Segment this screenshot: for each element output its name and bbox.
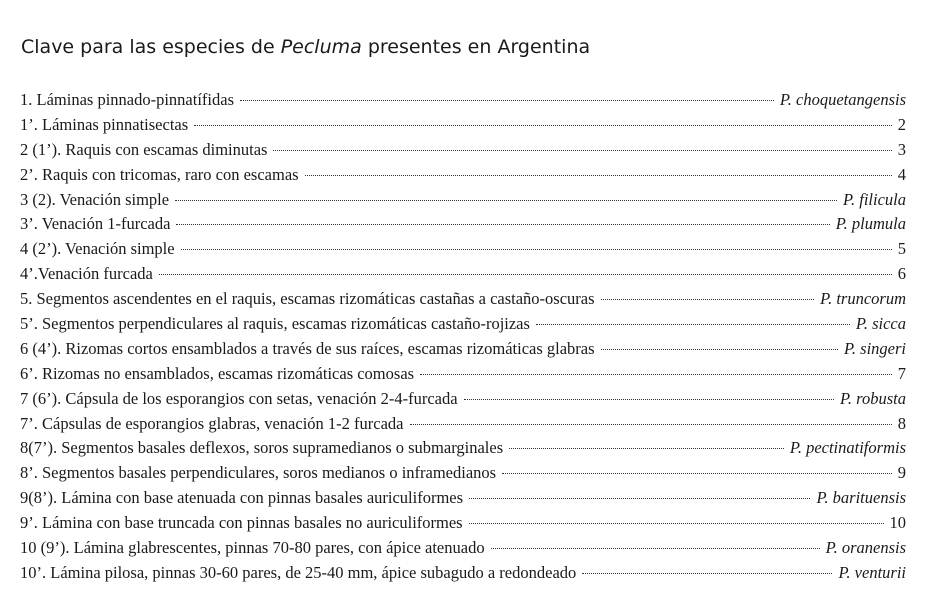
key-lead-text: 6’. Rizomas no ensamblados, escamas rizomáticas comosas [20,363,415,383]
dot-leader [159,274,892,275]
key-lead-text: 2’. Raquis con tricomas, raro con escamas [20,164,299,184]
key-lead-text: 8’. Segmentos basales perpendiculares, soros medianos o inframedianos [20,463,497,483]
dot-leader [181,249,892,250]
key-lead-text: 9(8’). Lámina con base atenuada con pinnas basales auriculiformes [20,488,464,508]
key-lead-text: 1. Láminas pinnado-pinnatífidas [20,90,234,109]
title-prefix: Clave para las especies de [21,36,281,58]
dot-leader [410,424,892,425]
title-suffix: presentes en Argentina [361,36,591,58]
dot-leader [601,349,838,350]
dot-leader [536,324,850,325]
key-taxon-result: P. venturii [838,562,906,582]
key-taxon-result: P. pectinatiformis [789,438,906,458]
dot-leader [502,473,892,474]
key-lead-text: 3 (2). Venación simple [20,189,170,209]
dot-leader [240,100,774,101]
dot-leader [469,523,884,524]
dot-leader [509,448,784,449]
key-row [20,262,906,287]
key-row [20,88,906,113]
key-lead-text: 6 (4’). Rizomas cortos ensamblados a través de sus raíces, escamas rizomáticas glabras [20,338,595,358]
key-lead-text: 10’. Lámina pilosa, pinnas 30-60 pares, de 25-40 mm, ápice subagudo a redondeado [20,562,577,582]
key-lead-text: 10 (9’). Lámina glabrescentes, pinnas 70-80 pares, con ápice atenuado [20,538,485,558]
key-lead-text: 5’. Segmentos perpendiculares al raquis, escamas rizomáticas castaño-rojizas [20,314,530,334]
key-taxon-result: P. oranensis [825,538,906,558]
key-row [20,312,906,337]
key-taxon-result: P. singeri [843,338,906,358]
key-row [20,287,906,312]
key-step-reference: 8 [897,413,906,433]
key-lead-text: 7 (6’). Cápsula de los esporangios con setas, venación 2-4-furcada [20,388,458,408]
title-genus: Pecluma [280,36,362,58]
key-taxon-result: P. filicula [843,189,906,209]
key-step-reference: 7 [897,363,906,383]
dot-leader [420,374,892,375]
dot-leader [582,573,832,574]
key-taxon-result: P. barituensis [816,488,906,508]
key-taxon-result: P. robusta [839,388,906,408]
key-taxon-result: P. truncorum [820,289,906,309]
key-row [20,337,906,362]
key-row [20,113,906,138]
key-lead-text: 7’. Cápsulas de esporangios glabras, venación 1-2 furcada [20,413,404,433]
key-row [20,511,906,536]
key-taxon-result: P. sicca [855,314,906,334]
dot-leader [601,299,815,300]
key-step-reference: 2 [897,114,906,134]
key-lead-text: 4’.Venación furcada [20,264,153,284]
key-step-reference: 3 [897,139,906,159]
key-row [20,237,906,262]
dot-leader [194,125,892,126]
dot-leader [464,399,834,400]
key-step-reference: 9 [897,463,906,483]
key-row [20,436,906,461]
key-row [20,362,906,387]
key-row [20,412,906,437]
key-row [20,138,906,163]
key-lead-text: 8(7’). Segmentos basales deflexos, soros supramedianos o submarginales [20,438,504,458]
key-step-reference: 5 [897,239,906,259]
key-lead-text: 5. Segmentos ascendentes en el raquis, escamas rizomáticas castañas a castaño-oscuras [20,289,595,309]
page-title [21,36,590,58]
dot-leader [469,498,810,499]
dot-leader [305,175,892,176]
dot-leader [175,200,837,201]
key-lead-text: 9’. Lámina con base truncada con pinnas basales no auriculiformes [20,513,463,533]
key-taxon-result: P. plumula [835,214,906,234]
key-row [20,561,906,586]
key-row [20,486,906,511]
key-step-reference: 10 [889,513,906,533]
key-row [20,188,906,213]
key-lead-text: 1’. Láminas pinnatisectas [20,114,189,134]
key-lead-text: 3’. Venación 1-furcada [20,214,171,234]
key-row [20,536,906,561]
key-step-reference: 4 [897,164,906,184]
dot-leader [176,224,829,225]
key-taxon-result: P. choquetangensis [779,90,906,109]
dot-leader [491,548,820,549]
key-row [20,387,906,412]
key-row [20,461,906,486]
key-lead-text: 2 (1’). Raquis con escamas diminutas [20,139,268,159]
dot-leader [273,150,891,151]
identification-key [20,88,906,586]
key-lead-text: 4 (2’). Venación simple [20,239,175,259]
key-step-reference: 6 [897,264,906,284]
key-row [20,163,906,188]
key-row [20,212,906,237]
